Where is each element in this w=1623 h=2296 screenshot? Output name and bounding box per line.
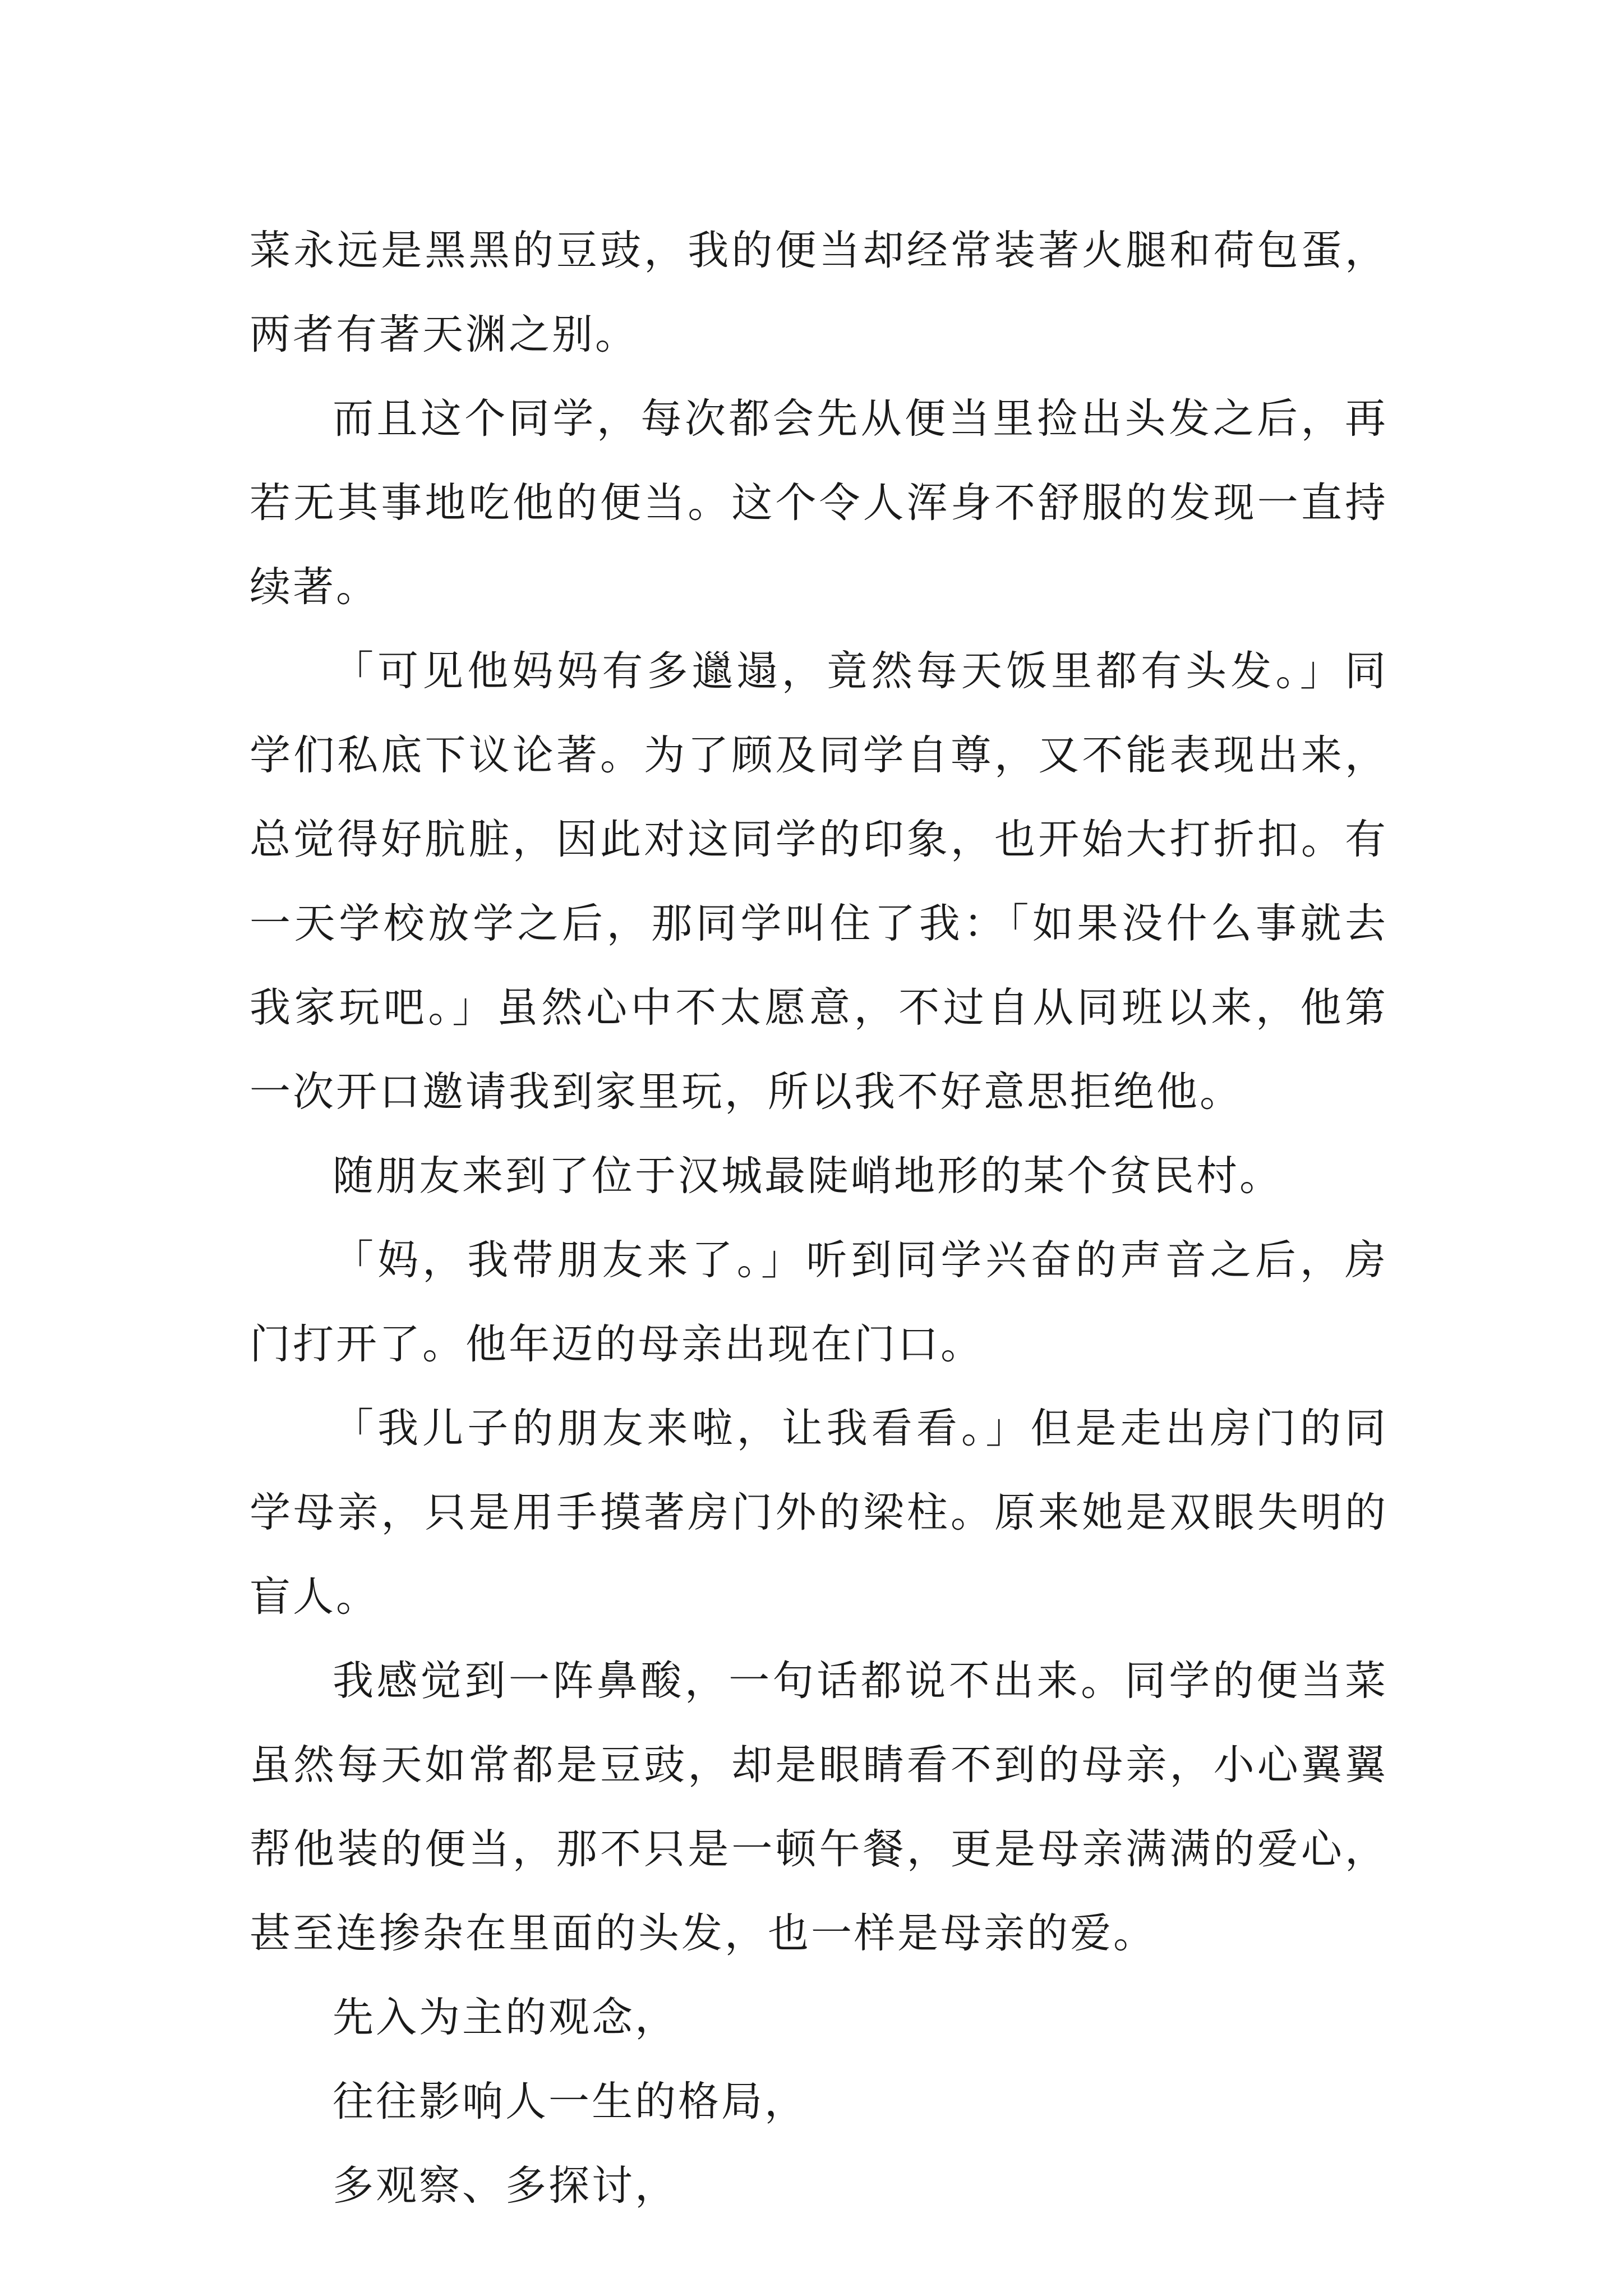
- paragraph-4: 随朋友来到了位于汉城最陡峭地形的某个贫民村。: [333, 1152, 1283, 1200]
- poem-line-2: 往往影响人一生的格局，: [333, 2078, 808, 2125]
- poem-line-3: 多观察、多探讨，: [333, 2162, 678, 2210]
- poem-line-1: 先入为主的观念，: [333, 1994, 678, 2041]
- document-body: [250, 209, 1388, 2228]
- paragraph-6: 「我儿子的朋友来啦，让我看看。」但是走出房门的同学母亲，只是用手摸著房门外的梁柱。原来她是双眼失明的盲人。: [250, 1405, 1388, 1621]
- paragraph-5: 「妈，我带朋友来了。」听到同学兴奋的声音之后，房门打开了。他年迈的母亲出现在门口。: [250, 1236, 1388, 1368]
- paragraph-7: 我感觉到一阵鼻酸，一句话都说不出来。同学的便当菜虽然每天如常都是豆豉，却是眼睛看不到的母亲，小心翼翼帮他装的便当，那不只是一顿午餐，更是母亲满满的爱心，甚至连掺杂在里面的头发，也一样是母亲的爱。: [250, 1657, 1388, 1957]
- paragraph-1: 菜永远是黑黑的豆豉，我的便当却经常装著火腿和荷包蛋，两者有著天渊之别。: [250, 227, 1388, 358]
- paragraph-2: 而且这个同学，每次都会先从便当里捡出头发之后，再若无其事地吃他的便当。这个令人浑身不舒服的发现一直持续著。: [250, 395, 1388, 611]
- paragraph-3: 「可见他妈妈有多邋遢，竟然每天饭里都有头发。」同学们私底下议论著。为了顾及同学自尊，又不能表现出来，总觉得好肮脏，因此对这同学的印象，也开始大打折扣。有一天学校放学之后，那同学叫住了我：「如果没什么事就去我家玩吧。」虽然心中不太愿意，不过自从同班以来，他第一次开口邀请我到家里玩，所以我不好意思拒绝他。: [250, 647, 1388, 1116]
